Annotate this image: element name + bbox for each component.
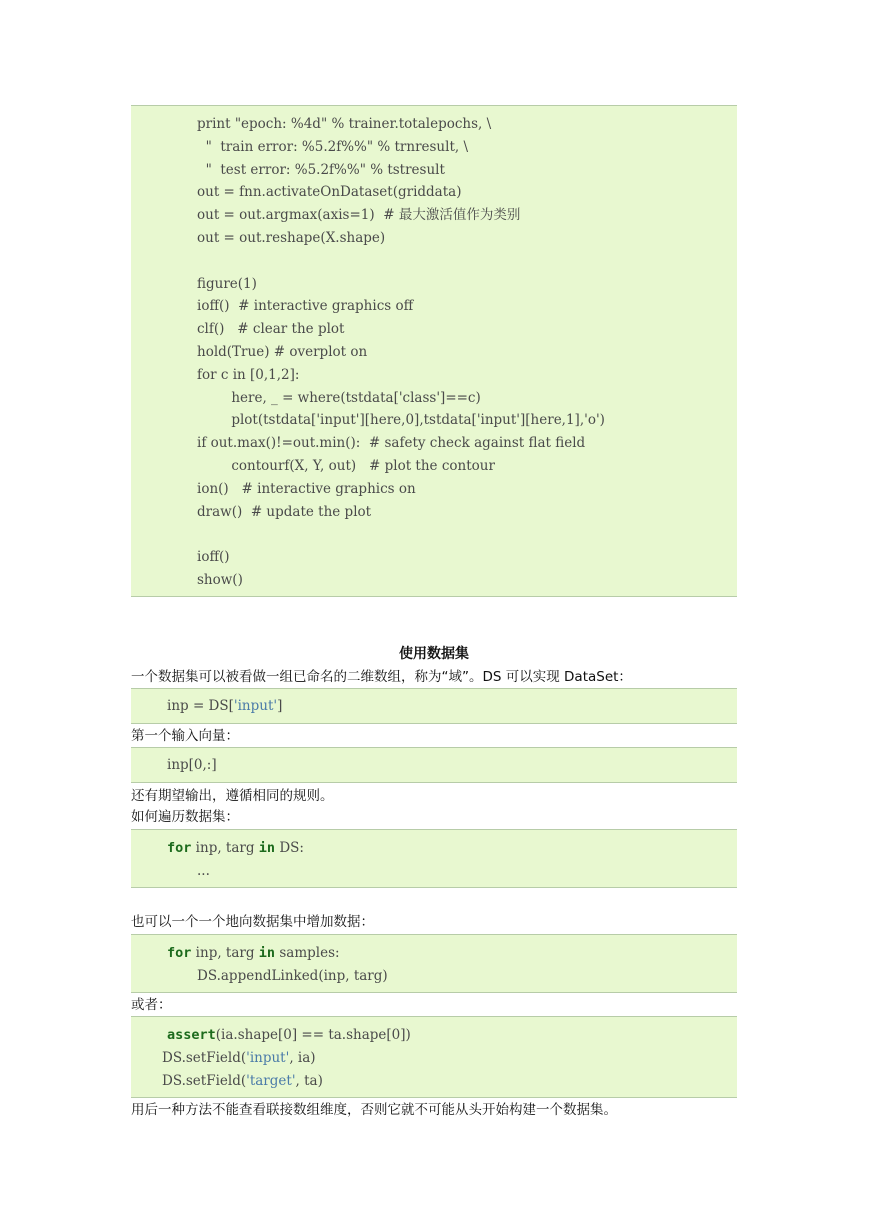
code-block-training-loop bbox=[131, 105, 737, 597]
code-line: for c in [0,1,2]: bbox=[197, 366, 300, 383]
code-block-iterate bbox=[131, 829, 737, 888]
code-block-setfield bbox=[131, 1016, 737, 1098]
code-block-input-field bbox=[131, 688, 737, 724]
paragraph-or: 或者： bbox=[131, 997, 172, 1013]
code-line: DS.setField('target', ta) bbox=[162, 1073, 323, 1089]
code-line: " train error: %5.2f%%" % trnresult, \ bbox=[197, 138, 469, 155]
paragraph-iterate: 如何遍历数据集： bbox=[131, 809, 239, 825]
code-line: ioff() bbox=[197, 549, 230, 566]
code-line: inp = DS['input'] bbox=[167, 698, 283, 714]
code-line: out = fnn.activateOnDataset(griddata) bbox=[197, 184, 462, 201]
code-line: draw() # update the plot bbox=[197, 503, 372, 520]
code-line: figure(1) bbox=[197, 275, 257, 292]
code-line: clf() # clear the plot bbox=[197, 321, 345, 338]
code-line: ion() # interactive graphics on bbox=[197, 480, 416, 497]
code-line: hold(True) # overplot on bbox=[197, 344, 368, 360]
code-line: print "epoch: %4d" % trainer.totalepochs, \ bbox=[197, 116, 492, 132]
code-block-first-vector bbox=[131, 747, 737, 783]
code-line: for inp, targ in samples: bbox=[167, 945, 340, 961]
code-line: plot(tstdata['input'][here,0],tstdata['input'][here,1],'o') bbox=[197, 412, 605, 429]
code-line: inp[0,:] bbox=[167, 757, 217, 773]
code-line: ioff() # interactive graphics off bbox=[197, 298, 414, 315]
paragraph-first-input: 第一个输入向量： bbox=[131, 728, 239, 744]
code-line: ... bbox=[197, 863, 210, 879]
paragraph-intro: 一个数据集可以被看做一组已命名的二维数组，称为“域”。DS 可以实现 DataSet： bbox=[131, 669, 632, 685]
code-line: DS.appendLinked(inp, targ) bbox=[197, 968, 388, 984]
paragraph-append: 也可以一个一个地向数据集中增加数据： bbox=[131, 914, 374, 930]
code-line: if out.max()!=out.min(): # safety check against flat field bbox=[197, 435, 586, 452]
code-line: for inp, targ in DS: bbox=[167, 840, 304, 856]
code-line: here, _ = where(tstdata['class']==c) bbox=[197, 389, 481, 406]
code-line: contourf(X, Y, out) # plot the contour bbox=[197, 458, 495, 474]
code-line: out = out.reshape(X.shape) bbox=[197, 230, 386, 246]
code-line: " test error: %5.2f%%" % tstresult bbox=[197, 161, 445, 178]
code-line: assert(ia.shape[0] == ta.shape[0]) bbox=[167, 1027, 411, 1043]
section-title: 使用数据集 bbox=[399, 646, 469, 662]
code-line: DS.setField('input', ia) bbox=[162, 1050, 316, 1066]
code-line: out = out.argmax(axis=1) # 最大激活值作为类别 bbox=[197, 207, 521, 224]
paragraph-note: 用后一种方法不能查看联接数组维度，否则它就不可能从头开始构建一个数据集。 bbox=[131, 1102, 617, 1118]
code-block-append bbox=[131, 934, 737, 993]
code-line: show() bbox=[197, 572, 243, 588]
paragraph-target-output: 还有期望输出，遵循相同的规则。 bbox=[131, 788, 334, 804]
